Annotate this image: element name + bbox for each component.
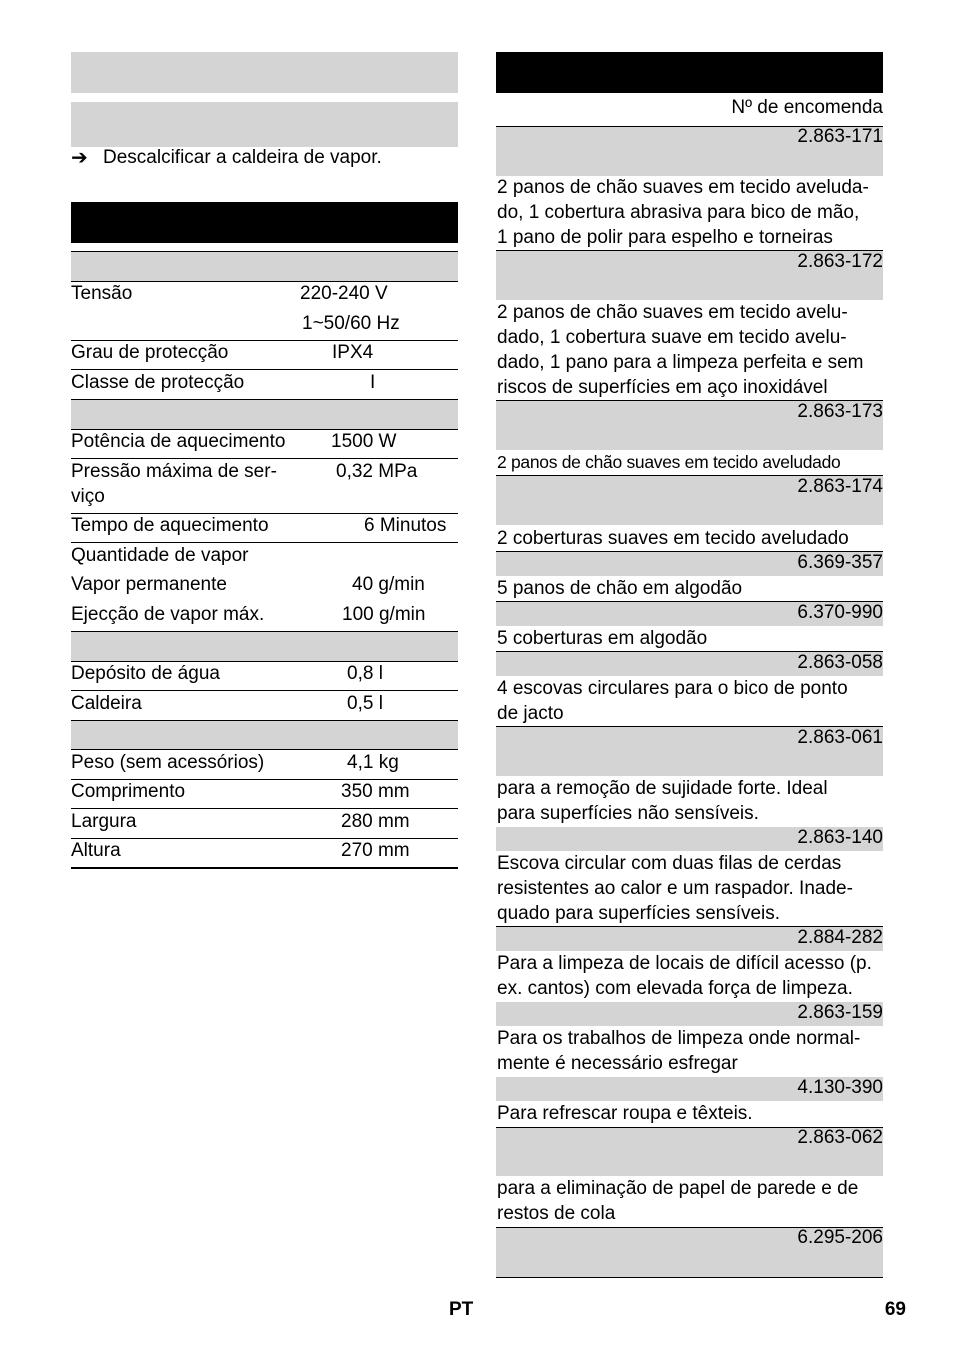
table-row-value: 100 g/min: [342, 604, 426, 625]
table-row-value: I: [370, 372, 376, 393]
table-row-value: 40 g/min: [352, 574, 425, 595]
table-row-value: 350 mm: [341, 781, 410, 802]
table-row-label: Comprimento: [71, 781, 186, 802]
order-code: 2.863-173: [797, 401, 883, 422]
table-row-label: Caldeira: [71, 693, 142, 714]
list-item-description: 5 panos de chão em algodão: [497, 578, 743, 599]
order-code: 2.863-058: [797, 652, 883, 673]
section-heading-bar: [71, 52, 458, 93]
list-item-description: 5 coberturas em algodão: [497, 628, 708, 649]
table-row-label: Quantidade de vapor: [71, 545, 249, 566]
order-code: 6.295-206: [797, 1227, 883, 1248]
table-row-label: Potência de aquecimento: [71, 431, 286, 452]
table-row-label: Tensão: [71, 283, 133, 304]
footer-page-number: 69: [884, 1299, 906, 1320]
table-group-header-dimensions: [71, 721, 458, 749]
table-row-value: 0,32 MPa: [336, 461, 418, 482]
table-row-label: Grau de protecção: [71, 342, 229, 363]
table-row-label: Classe de protecção: [71, 372, 245, 393]
footer-language: PT: [449, 1299, 474, 1320]
order-code: 2.863-062: [797, 1127, 883, 1148]
order-code: 2.863-172: [797, 251, 883, 272]
table-row-label: Largura: [71, 811, 137, 832]
list-item-description: 4 escovas circulares para o bico de ponto de jacto: [497, 678, 848, 724]
table-row-label-continued: viço: [71, 486, 105, 507]
table-row-value: 0,5 l: [347, 693, 383, 714]
order-code: 6.370-990: [797, 602, 883, 623]
list-item-description: Escova circular com duas filas de cerdas resistentes ao calor e um raspador. Inade- quado para superfícies sensíveis.: [497, 853, 853, 924]
table-row-value: IPX4: [332, 342, 374, 363]
table-group-header-capacity: [71, 632, 458, 661]
table-row-label: Ejecção de vapor máx.: [71, 604, 265, 625]
table-row-value: 6 Minutos: [364, 515, 447, 536]
table-row-value: 1~50/60 Hz: [302, 313, 400, 334]
list-item-description: Para refrescar roupa e têxteis.: [497, 1103, 753, 1124]
table-group-header-electrical: [71, 252, 458, 281]
order-code: 2.863-159: [797, 1002, 883, 1023]
table-row-label: Altura: [71, 840, 121, 861]
instruction-arrow-icon: ➔: [71, 147, 88, 169]
list-item-description: 2 panos de chão suaves em tecido aveluda- do, 1 cobertura abrasiva para bico de mão, 1 pano de polir para espelho e torneiras: [497, 177, 869, 248]
list-item-description: para a remoção de sujidade forte. Ideal para superfícies não sensíveis.: [497, 778, 828, 824]
table-row-value: 220-240 V: [300, 283, 388, 304]
table-row-label: Tempo de aquecimento: [71, 515, 269, 536]
subsection-heading-bar: [71, 102, 458, 147]
order-number-header: Nº de encomenda: [731, 97, 883, 118]
table-row-value: 280 mm: [341, 811, 410, 832]
order-code: 2.863-061: [797, 727, 883, 748]
table-row-label: Peso (sem acessórios): [71, 752, 265, 773]
table-row-value: 0,8 l: [347, 663, 383, 684]
order-code: 2.863-140: [797, 827, 883, 848]
accessories-heading-bar: [496, 52, 883, 93]
order-code: 2.884-282: [797, 927, 883, 948]
table-row-label: Pressão máxima de ser-: [71, 461, 277, 482]
order-code: 2.863-171: [797, 126, 883, 147]
table-row-value: 4,1 kg: [347, 752, 399, 773]
table-row-label: Depósito de água: [71, 663, 220, 684]
table-row-label: Vapor permanente: [71, 574, 227, 595]
order-code: 2.863-174: [797, 476, 883, 497]
technical-data-heading-bar: [71, 202, 458, 243]
table-group-header-performance: [71, 400, 458, 429]
list-item-description: 2 coberturas suaves em tecido aveludado: [497, 528, 849, 549]
list-item-description: Para a limpeza de locais de difícil acesso (p. ex. cantos) com elevada força de limpeza.: [497, 953, 872, 999]
order-code: 4.130-390: [797, 1077, 883, 1098]
list-item-description: Para os trabalhos de limpeza onde normal- mente é necessário esfregar: [497, 1028, 861, 1074]
list-item-description: 2 panos de chão suaves em tecido avelu- dado, 1 cobertura suave em tecido avelu- dado, 1 pano para a limpeza perfeita e sem riscos de superfícies em aço inoxidável: [497, 302, 864, 398]
order-code: 6.369-357: [797, 552, 883, 573]
table-row-value: 1500 W: [331, 431, 397, 452]
instruction-text: Descalcificar a caldeira de vapor.: [103, 147, 382, 168]
list-item-description: 2 panos de chão suaves em tecido aveludado: [497, 452, 841, 472]
list-item-description: para a eliminação de papel de parede e de restos de cola: [497, 1178, 859, 1224]
table-row-value: 270 mm: [341, 840, 410, 861]
